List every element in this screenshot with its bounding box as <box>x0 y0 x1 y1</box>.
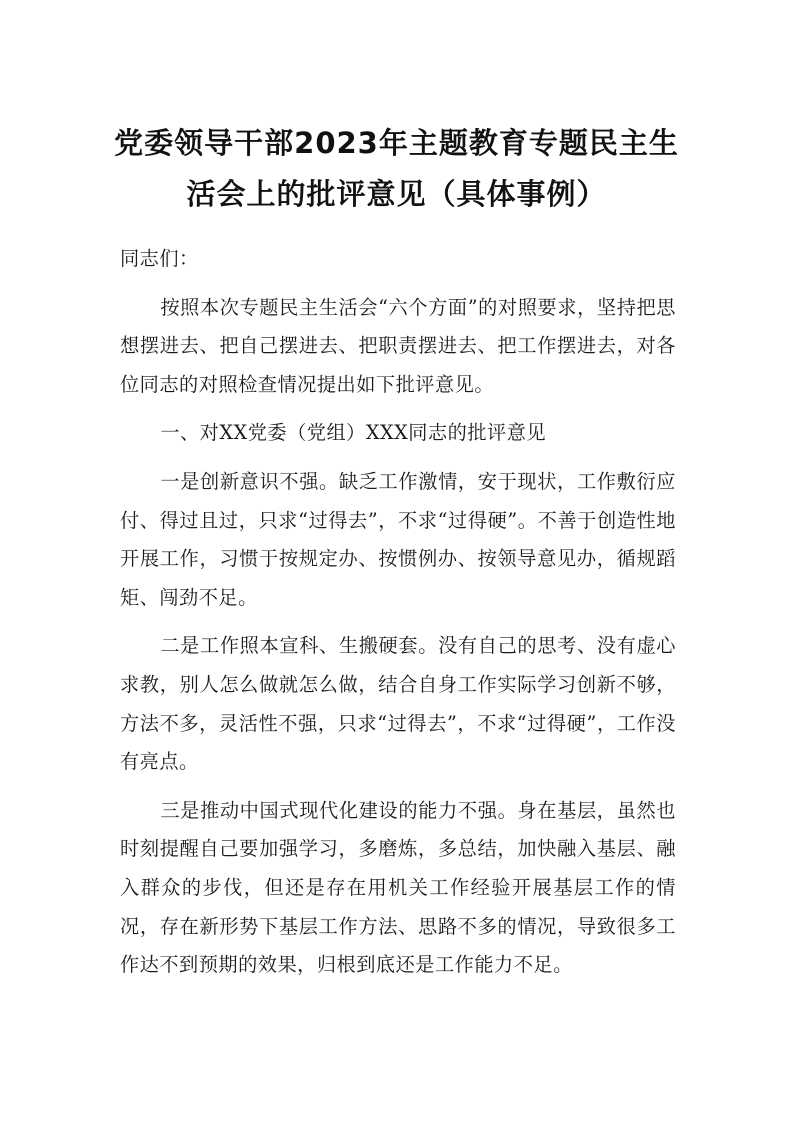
title-line-2: 活会上的批评意见（具体事例） <box>186 177 607 211</box>
document-title <box>100 118 693 220</box>
title-line-1: 党委领导干部2023年主题教育专题民主生 <box>114 126 679 160</box>
document-body <box>120 240 676 985</box>
salutation: 同志们： <box>120 247 199 270</box>
criticism-item-2: 二是工作照本宣科、生搬硬套。没有自己的思考、没有虚心求教，别人怎么做就怎么做，结合自身工作实际学习创新不够，方法不多，灵活性不强，只求“过得去”，不求“过得硬”，工作没有亮点。 <box>120 634 676 774</box>
criticism-item-1: 一是创新意识不强。缺乏工作激情，安于现状，工作敷衍应付、得过且过，只求“过得去”，不求“过得硬”。不善于创造性地开展工作，习惯于按规定办、按惯例办、按领导意见办，循规蹈矩、闯劲不足。 <box>120 469 676 609</box>
section-heading: 一、对XX党委（党组）XXX同志的批评意见 <box>160 421 547 445</box>
intro-paragraph: 按照本次专题民主生活会“六个方面”的对照要求，坚持把思想摆进去、把自己摆进去、把职责摆进去、把工作摆进去，对各位同志的对照检查情况提出如下批评意见。 <box>120 295 676 396</box>
criticism-item-3: 三是推动中国式现代化建设的能力不强。身在基层，虽然也时刻提醒自己要加强学习，多磨炼，多总结，加快融入基层、融入群众的步伐，但还是存在用机关工作经验开展基层工作的情况，存在新形势下基层工作方法、思路不多的情况，导致很多工作达不到预期的效果，归根到底还是工作能力不足。 <box>120 798 676 977</box>
